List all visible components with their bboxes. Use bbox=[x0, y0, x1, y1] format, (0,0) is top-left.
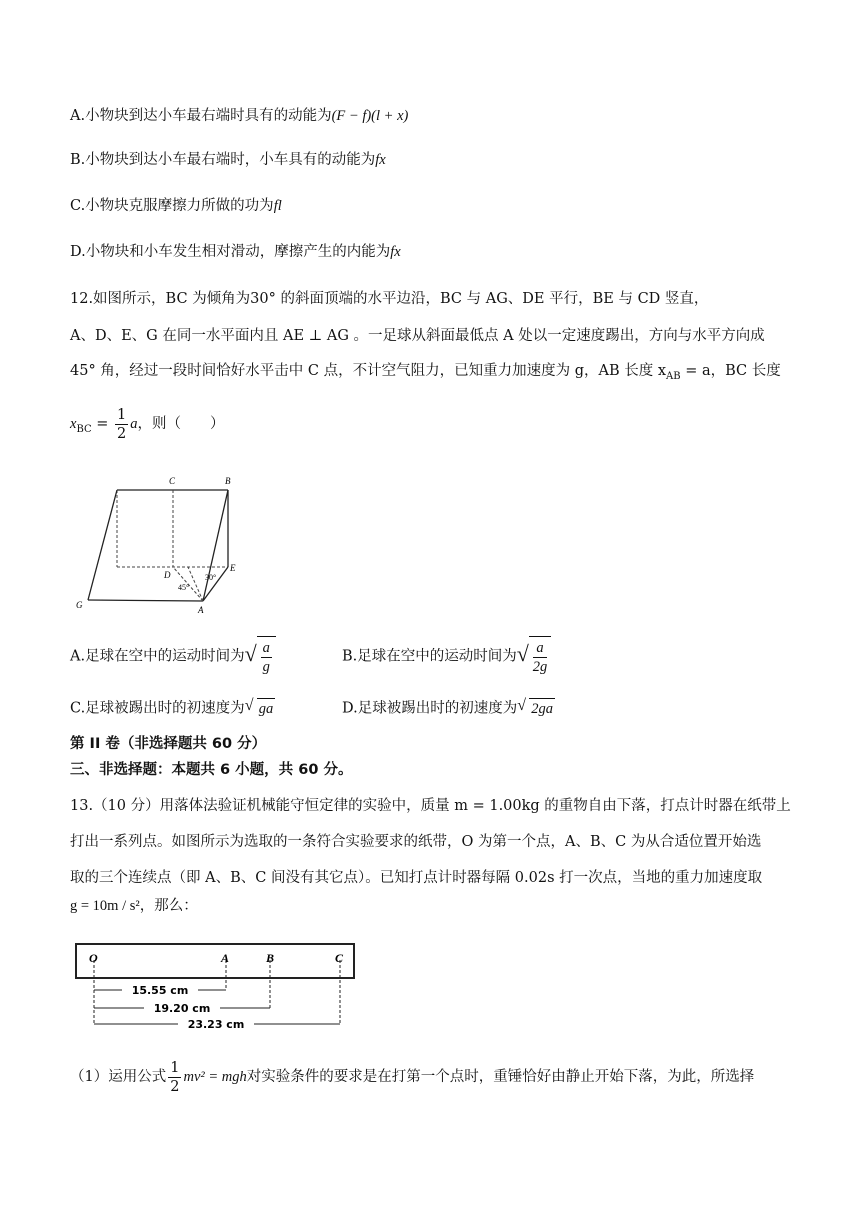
label-a: A bbox=[198, 605, 204, 615]
q12-line-4-tail: ，则（ ） bbox=[137, 416, 225, 432]
q11-option-b-expr: fx bbox=[375, 152, 386, 168]
label-angle-30: 30° bbox=[205, 573, 217, 582]
dim-label-oa: 15.55 cm bbox=[131, 984, 189, 997]
q13-sub1-fraction bbox=[168, 1059, 181, 1096]
q12-option-a-num: a bbox=[262, 640, 270, 657]
q13-sub1-expr: mv² = mgh bbox=[183, 1069, 247, 1085]
q11-option-c bbox=[70, 196, 282, 216]
tape-label-c: C bbox=[335, 951, 344, 965]
q12-line-4-fraction bbox=[115, 406, 128, 443]
q11-option-d-expr: fx bbox=[390, 244, 401, 260]
q11-option-b-text: B.小物块到达小车最右端时，小车具有的动能为 bbox=[70, 152, 376, 168]
sqrt-sign-icon: √ bbox=[517, 697, 526, 714]
q11-option-c-expr: fl bbox=[273, 198, 282, 214]
q11-option-a bbox=[70, 106, 408, 126]
q12-option-b-sqrt bbox=[517, 636, 552, 677]
q12-fraction-denominator: 2 bbox=[117, 425, 127, 442]
q13-line-1: 13.（10 分）用落体法验证机械能守恒定律的实验中，质量 m = 1.00kg 的重物自由下落，打点计时器在纸带上 bbox=[70, 798, 791, 814]
q12-option-d bbox=[342, 698, 555, 719]
tape-label-o: O bbox=[89, 951, 98, 965]
q12-option-c-text: C.足球被踢出时的初速度为 bbox=[70, 700, 245, 717]
q12-line-4-a: a bbox=[130, 416, 138, 432]
tape-label-b: B bbox=[266, 951, 275, 965]
q13-sub1-den: 2 bbox=[170, 1078, 180, 1095]
q13-line-2: 打出一系列点。如图所示为选取的一条符合实验要求的纸带，O 为第一个点，A、B、C 为从合适位置开始选 bbox=[70, 834, 762, 850]
q13-sub1-num: 1 bbox=[170, 1059, 180, 1076]
section-part-title: 三、非选择题：本题共 6 小题，共 60 分。 bbox=[70, 762, 353, 778]
q11-option-a-expr: (F − f)(l + x) bbox=[331, 108, 409, 124]
q12-line-2: A、D、E、G 在同一水平面内且 AE ⊥ AG 。一足球从斜面最低点 A 处以一定速度踢出，方向与水平方向成 bbox=[70, 328, 765, 344]
paper-tape bbox=[76, 944, 354, 978]
q11-option-d-text: D.小物块和小车发生相对滑动，摩擦产生的内能为 bbox=[70, 244, 391, 260]
q11-option-b bbox=[70, 150, 386, 170]
dim-label-oc: 23.23 cm bbox=[187, 1018, 245, 1031]
q12-option-b-den: 2g bbox=[532, 659, 548, 676]
q13-sub1-tail: 对实验条件的要求是在打第一个点时，重锤恰好由静止开始下落，为此，所选择 bbox=[246, 1069, 755, 1085]
section-volume-title: 第 II 卷（非选择题共 60 分） bbox=[70, 736, 267, 752]
q12-option-d-radicand: 2ga bbox=[529, 698, 555, 719]
q11-option-d bbox=[70, 242, 401, 262]
label-c: C bbox=[169, 476, 176, 486]
label-e: E bbox=[230, 563, 236, 573]
q13-sub1-prefix: （1）运用公式 bbox=[70, 1069, 167, 1085]
q13-line-4: g = 10m / s²，那么： bbox=[70, 898, 198, 914]
q12-option-c bbox=[70, 698, 275, 719]
dim-label-ob: 19.20 cm bbox=[153, 1002, 211, 1015]
q12-line-4-eq: = bbox=[91, 416, 113, 432]
q12-option-a bbox=[70, 636, 276, 677]
sqrt-sign-icon: √ bbox=[244, 641, 257, 666]
q12-line-3-sub: AB bbox=[666, 370, 681, 382]
q12-option-b-text: B.足球在空中的运动时间为 bbox=[342, 648, 517, 665]
q13-line-3: 取的三个连续点（即 A、B、C 间没有其它点）。已知打点计时器每隔 0.02s 打一次点，当地的重力加速度取 bbox=[70, 870, 763, 886]
q13-sub1 bbox=[70, 1058, 754, 1096]
q12-line-3-text: 45° 角，经过一段时间恰好水平击中 C 点，不计空气阻力，已知重力加速度为 g，AB 长度 x bbox=[70, 363, 667, 379]
sqrt-sign-icon: √ bbox=[244, 697, 254, 714]
q12-line-4 bbox=[70, 405, 224, 449]
q12-option-c-radicand: ga bbox=[257, 698, 276, 719]
label-d: D bbox=[164, 570, 171, 580]
q12-line-1: 12.如图所示，BC 为倾角为30° 的斜面顶端的水平边沿，BC 与 AG、DE 平行，BE 与 CD 竖直， bbox=[70, 291, 709, 307]
label-g: G bbox=[76, 600, 83, 610]
q12-option-d-sqrt bbox=[517, 698, 555, 719]
q12-option-b bbox=[342, 636, 551, 677]
label-b: B bbox=[225, 476, 231, 486]
q12-line-3-tail: = a，BC 长度 bbox=[680, 363, 781, 379]
sqrt-sign-icon: √ bbox=[516, 641, 529, 666]
q12-option-a-sqrt bbox=[245, 636, 276, 677]
q12-option-b-num: a bbox=[533, 639, 548, 658]
q12-line-4-var: x bbox=[70, 416, 77, 432]
q12-slope-figure bbox=[70, 470, 250, 616]
q11-option-a-text: A.小物块到达小车最右端时具有的动能为 bbox=[70, 108, 332, 124]
q12-option-c-sqrt bbox=[245, 698, 276, 719]
q12-line-3 bbox=[70, 361, 781, 387]
q12-option-a-text: A.足球在空中的运动时间为 bbox=[70, 648, 245, 665]
q12-option-a-den: g bbox=[262, 659, 270, 676]
q12-fraction-numerator: 1 bbox=[117, 406, 127, 423]
tape-label-a: A bbox=[221, 951, 230, 965]
q12-line-4-sub: BC bbox=[76, 423, 92, 435]
label-angle-45: 45° bbox=[178, 583, 190, 592]
q13-tape-figure bbox=[70, 932, 360, 1036]
q12-option-d-text: D.足球被踢出时的初速度为 bbox=[342, 700, 518, 717]
figure-background bbox=[70, 470, 250, 616]
q11-option-c-text: C.小物块克服摩擦力所做的功为 bbox=[70, 198, 274, 214]
